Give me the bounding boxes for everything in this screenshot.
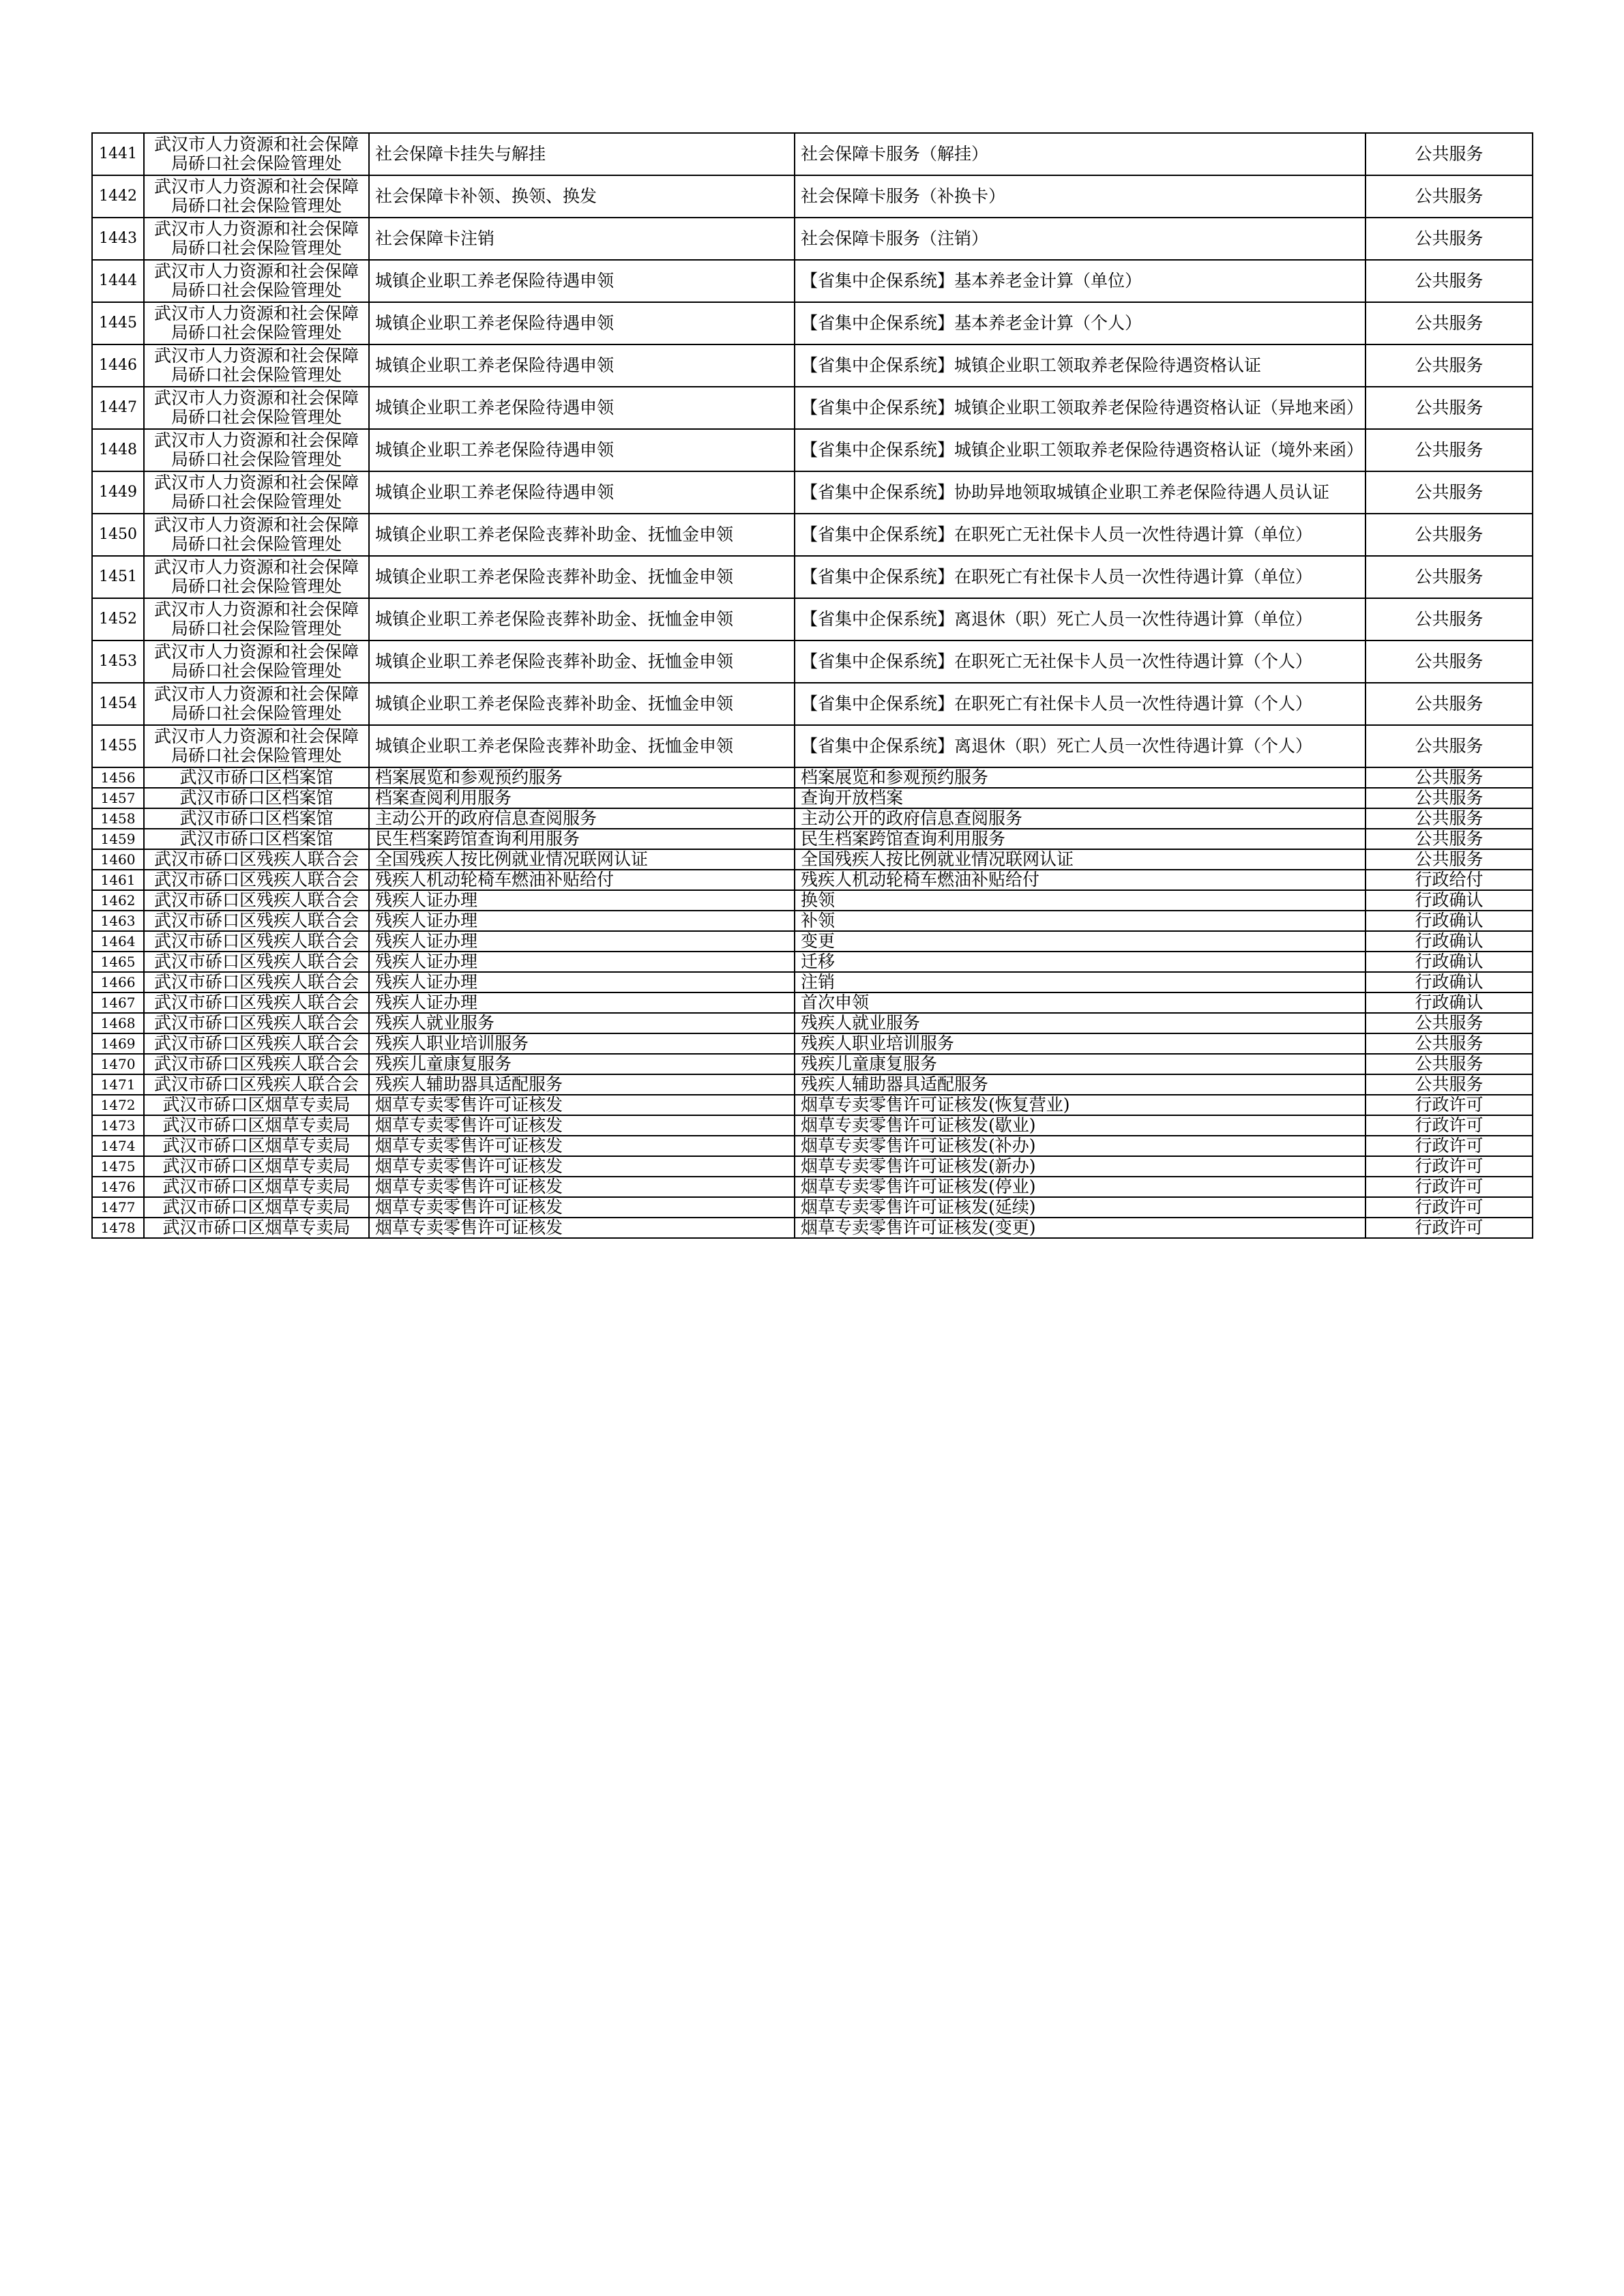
service-item-cell: 残疾人证办理	[369, 911, 795, 931]
sub-item-cell: 社会保障卡服务（解挂）	[795, 133, 1365, 175]
row-number-cell: 1466	[92, 972, 144, 992]
department-cell: 武汉市人力资源和社会保障局硚口社会保险管理处	[144, 471, 369, 514]
table-row	[92, 387, 1533, 429]
table-row	[92, 992, 1533, 1013]
item-type-cell: 公共服务	[1365, 598, 1533, 641]
row-number-cell: 1474	[92, 1136, 144, 1156]
service-item-cell: 社会保障卡注销	[369, 218, 795, 260]
sub-item-cell: 全国残疾人按比例就业情况联网认证	[795, 849, 1365, 870]
item-type-cell: 行政确认	[1365, 952, 1533, 972]
service-item-cell: 城镇企业职工养老保险待遇申领	[369, 387, 795, 429]
service-item-cell: 城镇企业职工养老保险丧葬补助金、抚恤金申领	[369, 598, 795, 641]
sub-item-cell: 档案展览和参观预约服务	[795, 767, 1365, 788]
sub-item-cell: 烟草专卖零售许可证核发(歇业)	[795, 1115, 1365, 1136]
sub-item-cell: 残疾儿童康复服务	[795, 1054, 1365, 1074]
row-number-cell: 1449	[92, 471, 144, 514]
department-cell: 武汉市硚口区烟草专卖局	[144, 1095, 369, 1115]
item-type-cell: 公共服务	[1365, 788, 1533, 808]
sub-item-cell: 残疾人机动轮椅车燃油补贴给付	[795, 870, 1365, 890]
service-item-cell: 城镇企业职工养老保险丧葬补助金、抚恤金申领	[369, 725, 795, 767]
item-type-cell: 公共服务	[1365, 260, 1533, 302]
department-cell: 武汉市人力资源和社会保障局硚口社会保险管理处	[144, 556, 369, 598]
row-number-cell: 1443	[92, 218, 144, 260]
sub-item-cell: 社会保障卡服务（注销）	[795, 218, 1365, 260]
sub-item-cell: 烟草专卖零售许可证核发(变更)	[795, 1218, 1365, 1238]
department-cell: 武汉市人力资源和社会保障局硚口社会保险管理处	[144, 260, 369, 302]
table-row	[92, 344, 1533, 387]
department-cell: 武汉市硚口区残疾人联合会	[144, 1013, 369, 1033]
sub-item-cell: 【省集中企保系统】在职死亡有社保卡人员一次性待遇计算（单位）	[795, 556, 1365, 598]
item-type-cell: 行政确认	[1365, 992, 1533, 1013]
sub-item-cell: 民生档案跨馆查询利用服务	[795, 829, 1365, 849]
row-number-cell: 1458	[92, 808, 144, 829]
row-number-cell: 1469	[92, 1033, 144, 1054]
department-cell: 武汉市人力资源和社会保障局硚口社会保险管理处	[144, 218, 369, 260]
row-number-cell: 1472	[92, 1095, 144, 1115]
table-row	[92, 1156, 1533, 1177]
sub-item-cell: 【省集中企保系统】基本养老金计算（个人）	[795, 302, 1365, 344]
row-number-cell: 1467	[92, 992, 144, 1013]
item-type-cell: 行政许可	[1365, 1156, 1533, 1177]
row-number-cell: 1454	[92, 683, 144, 725]
sub-item-cell: 【省集中企保系统】在职死亡无社保卡人员一次性待遇计算（单位）	[795, 514, 1365, 556]
service-item-cell: 档案查阅利用服务	[369, 788, 795, 808]
item-type-cell: 公共服务	[1365, 849, 1533, 870]
service-item-cell: 城镇企业职工养老保险待遇申领	[369, 471, 795, 514]
table-row	[92, 556, 1533, 598]
sub-item-cell: 烟草专卖零售许可证核发(补办)	[795, 1136, 1365, 1156]
department-cell: 武汉市硚口区烟草专卖局	[144, 1136, 369, 1156]
department-cell: 武汉市人力资源和社会保障局硚口社会保险管理处	[144, 344, 369, 387]
table-row	[92, 1054, 1533, 1074]
row-number-cell: 1473	[92, 1115, 144, 1136]
service-item-cell: 城镇企业职工养老保险待遇申领	[369, 260, 795, 302]
sub-item-cell: 【省集中企保系统】城镇企业职工领取养老保险待遇资格认证（异地来函）	[795, 387, 1365, 429]
sub-item-cell: 【省集中企保系统】基本养老金计算（单位）	[795, 260, 1365, 302]
sub-item-cell: 换领	[795, 890, 1365, 911]
table-row	[92, 849, 1533, 870]
item-type-cell: 行政许可	[1365, 1095, 1533, 1115]
department-cell: 武汉市人力资源和社会保障局硚口社会保险管理处	[144, 133, 369, 175]
row-number-cell: 1462	[92, 890, 144, 911]
item-type-cell: 行政确认	[1365, 911, 1533, 931]
service-item-cell: 烟草专卖零售许可证核发	[369, 1095, 795, 1115]
service-item-cell: 城镇企业职工养老保险丧葬补助金、抚恤金申领	[369, 556, 795, 598]
service-item-cell: 城镇企业职工养老保险待遇申领	[369, 344, 795, 387]
table-row	[92, 1136, 1533, 1156]
row-number-cell: 1444	[92, 260, 144, 302]
row-number-cell: 1468	[92, 1013, 144, 1033]
item-type-cell: 公共服务	[1365, 514, 1533, 556]
department-cell: 武汉市人力资源和社会保障局硚口社会保险管理处	[144, 641, 369, 683]
item-type-cell: 行政确认	[1365, 890, 1533, 911]
department-cell: 武汉市人力资源和社会保障局硚口社会保险管理处	[144, 387, 369, 429]
row-number-cell: 1476	[92, 1177, 144, 1197]
row-number-cell: 1475	[92, 1156, 144, 1177]
service-item-cell: 主动公开的政府信息查阅服务	[369, 808, 795, 829]
sub-item-cell: 【省集中企保系统】协助异地领取城镇企业职工养老保险待遇人员认证	[795, 471, 1365, 514]
item-type-cell: 行政许可	[1365, 1218, 1533, 1238]
row-number-cell: 1446	[92, 344, 144, 387]
service-item-cell: 烟草专卖零售许可证核发	[369, 1115, 795, 1136]
row-number-cell: 1455	[92, 725, 144, 767]
row-number-cell: 1457	[92, 788, 144, 808]
department-cell: 武汉市硚口区烟草专卖局	[144, 1156, 369, 1177]
table-row	[92, 725, 1533, 767]
item-type-cell: 公共服务	[1365, 1033, 1533, 1054]
item-type-cell: 行政给付	[1365, 870, 1533, 890]
service-item-cell: 残疾人职业培训服务	[369, 1033, 795, 1054]
service-item-cell: 烟草专卖零售许可证核发	[369, 1197, 795, 1218]
sub-item-cell: 残疾人职业培训服务	[795, 1033, 1365, 1054]
table-row	[92, 952, 1533, 972]
sub-item-cell: 迁移	[795, 952, 1365, 972]
row-number-cell: 1460	[92, 849, 144, 870]
row-number-cell: 1451	[92, 556, 144, 598]
sub-item-cell: 补领	[795, 911, 1365, 931]
item-type-cell: 公共服务	[1365, 641, 1533, 683]
table-row	[92, 429, 1533, 471]
table-row	[92, 808, 1533, 829]
service-item-cell: 城镇企业职工养老保险待遇申领	[369, 302, 795, 344]
department-cell: 武汉市硚口区残疾人联合会	[144, 992, 369, 1013]
item-type-cell: 公共服务	[1365, 725, 1533, 767]
department-cell: 武汉市人力资源和社会保障局硚口社会保险管理处	[144, 598, 369, 641]
item-type-cell: 公共服务	[1365, 1074, 1533, 1095]
department-cell: 武汉市人力资源和社会保障局硚口社会保险管理处	[144, 683, 369, 725]
item-type-cell: 公共服务	[1365, 471, 1533, 514]
department-cell: 武汉市人力资源和社会保障局硚口社会保险管理处	[144, 514, 369, 556]
service-item-cell: 档案展览和参观预约服务	[369, 767, 795, 788]
row-number-cell: 1461	[92, 870, 144, 890]
service-item-cell: 社会保障卡挂失与解挂	[369, 133, 795, 175]
sub-item-cell: 烟草专卖零售许可证核发(延续)	[795, 1197, 1365, 1218]
row-number-cell: 1459	[92, 829, 144, 849]
table-row	[92, 870, 1533, 890]
service-item-cell: 残疾人证办理	[369, 992, 795, 1013]
item-type-cell: 公共服务	[1365, 1054, 1533, 1074]
item-type-cell: 公共服务	[1365, 829, 1533, 849]
service-item-cell: 残疾人证办理	[369, 972, 795, 992]
sub-item-cell: 社会保障卡服务（补换卡）	[795, 175, 1365, 218]
department-cell: 武汉市硚口区残疾人联合会	[144, 972, 369, 992]
sub-item-cell: 【省集中企保系统】在职死亡有社保卡人员一次性待遇计算（个人）	[795, 683, 1365, 725]
table-row	[92, 260, 1533, 302]
department-cell: 武汉市硚口区档案馆	[144, 788, 369, 808]
sub-item-cell: 首次申领	[795, 992, 1365, 1013]
table-row	[92, 931, 1533, 952]
row-number-cell: 1452	[92, 598, 144, 641]
sub-item-cell: 【省集中企保系统】离退休（职）死亡人员一次性待遇计算（单位）	[795, 598, 1365, 641]
service-item-cell: 残疾人机动轮椅车燃油补贴给付	[369, 870, 795, 890]
row-number-cell: 1464	[92, 931, 144, 952]
row-number-cell: 1445	[92, 302, 144, 344]
service-items-table	[91, 132, 1533, 1239]
item-type-cell: 行政许可	[1365, 1136, 1533, 1156]
service-item-cell: 残疾人辅助器具适配服务	[369, 1074, 795, 1095]
item-type-cell: 公共服务	[1365, 175, 1533, 218]
department-cell: 武汉市硚口区残疾人联合会	[144, 1054, 369, 1074]
table-row	[92, 890, 1533, 911]
department-cell: 武汉市人力资源和社会保障局硚口社会保险管理处	[144, 429, 369, 471]
item-type-cell: 公共服务	[1365, 808, 1533, 829]
row-number-cell: 1447	[92, 387, 144, 429]
department-cell: 武汉市硚口区残疾人联合会	[144, 849, 369, 870]
row-number-cell: 1441	[92, 133, 144, 175]
item-type-cell: 公共服务	[1365, 683, 1533, 725]
row-number-cell: 1450	[92, 514, 144, 556]
row-number-cell: 1453	[92, 641, 144, 683]
row-number-cell: 1442	[92, 175, 144, 218]
sub-item-cell: 【省集中企保系统】城镇企业职工领取养老保险待遇资格认证（境外来函）	[795, 429, 1365, 471]
item-type-cell: 公共服务	[1365, 387, 1533, 429]
table-row	[92, 1013, 1533, 1033]
sub-item-cell: 【省集中企保系统】城镇企业职工领取养老保险待遇资格认证	[795, 344, 1365, 387]
table-row	[92, 302, 1533, 344]
table-row	[92, 1095, 1533, 1115]
service-item-cell: 城镇企业职工养老保险丧葬补助金、抚恤金申领	[369, 514, 795, 556]
service-item-cell: 残疾人证办理	[369, 931, 795, 952]
sub-item-cell: 变更	[795, 931, 1365, 952]
table-row	[92, 1177, 1533, 1197]
sub-item-cell: 残疾人就业服务	[795, 1013, 1365, 1033]
row-number-cell: 1470	[92, 1054, 144, 1074]
service-item-cell: 残疾人就业服务	[369, 1013, 795, 1033]
department-cell: 武汉市硚口区残疾人联合会	[144, 1074, 369, 1095]
service-item-cell: 城镇企业职工养老保险丧葬补助金、抚恤金申领	[369, 683, 795, 725]
service-item-cell: 烟草专卖零售许可证核发	[369, 1177, 795, 1197]
row-number-cell: 1463	[92, 911, 144, 931]
service-item-cell: 残疾儿童康复服务	[369, 1054, 795, 1074]
department-cell: 武汉市硚口区档案馆	[144, 808, 369, 829]
department-cell: 武汉市硚口区残疾人联合会	[144, 890, 369, 911]
service-item-cell: 城镇企业职工养老保险待遇申领	[369, 429, 795, 471]
item-type-cell: 行政许可	[1365, 1197, 1533, 1218]
service-item-cell: 烟草专卖零售许可证核发	[369, 1136, 795, 1156]
row-number-cell: 1456	[92, 767, 144, 788]
department-cell: 武汉市人力资源和社会保障局硚口社会保险管理处	[144, 175, 369, 218]
sub-item-cell: 查询开放档案	[795, 788, 1365, 808]
department-cell: 武汉市硚口区残疾人联合会	[144, 952, 369, 972]
item-type-cell: 公共服务	[1365, 767, 1533, 788]
service-item-cell: 社会保障卡补领、换领、换发	[369, 175, 795, 218]
department-cell: 武汉市硚口区残疾人联合会	[144, 911, 369, 931]
sub-item-cell: 烟草专卖零售许可证核发(恢复营业)	[795, 1095, 1365, 1115]
sub-item-cell: 主动公开的政府信息查阅服务	[795, 808, 1365, 829]
row-number-cell: 1477	[92, 1197, 144, 1218]
sub-item-cell: 烟草专卖零售许可证核发(新办)	[795, 1156, 1365, 1177]
department-cell: 武汉市硚口区残疾人联合会	[144, 931, 369, 952]
table-row	[92, 1218, 1533, 1238]
row-number-cell: 1448	[92, 429, 144, 471]
table-row	[92, 471, 1533, 514]
table-row	[92, 1197, 1533, 1218]
department-cell: 武汉市硚口区残疾人联合会	[144, 1033, 369, 1054]
sub-item-cell: 【省集中企保系统】在职死亡无社保卡人员一次性待遇计算（个人）	[795, 641, 1365, 683]
department-cell: 武汉市硚口区残疾人联合会	[144, 870, 369, 890]
item-type-cell: 公共服务	[1365, 344, 1533, 387]
department-cell: 武汉市硚口区烟草专卖局	[144, 1115, 369, 1136]
table-row	[92, 598, 1533, 641]
row-number-cell: 1471	[92, 1074, 144, 1095]
sub-item-cell: 残疾人辅助器具适配服务	[795, 1074, 1365, 1095]
item-type-cell: 行政许可	[1365, 1177, 1533, 1197]
department-cell: 武汉市硚口区档案馆	[144, 767, 369, 788]
item-type-cell: 行政确认	[1365, 972, 1533, 992]
table-row	[92, 641, 1533, 683]
table-body	[92, 133, 1533, 1238]
department-cell: 武汉市硚口区烟草专卖局	[144, 1218, 369, 1238]
table-row	[92, 829, 1533, 849]
table-row	[92, 683, 1533, 725]
table-row	[92, 175, 1533, 218]
sub-item-cell: 【省集中企保系统】离退休（职）死亡人员一次性待遇计算（个人）	[795, 725, 1365, 767]
service-item-cell: 城镇企业职工养老保险丧葬补助金、抚恤金申领	[369, 641, 795, 683]
department-cell: 武汉市硚口区烟草专卖局	[144, 1177, 369, 1197]
item-type-cell: 行政确认	[1365, 931, 1533, 952]
department-cell: 武汉市硚口区烟草专卖局	[144, 1197, 369, 1218]
service-item-cell: 民生档案跨馆查询利用服务	[369, 829, 795, 849]
service-item-cell: 烟草专卖零售许可证核发	[369, 1218, 795, 1238]
table-row	[92, 972, 1533, 992]
table-row	[92, 1074, 1533, 1095]
table-row	[92, 767, 1533, 788]
table-row	[92, 514, 1533, 556]
department-cell: 武汉市硚口区档案馆	[144, 829, 369, 849]
table-row	[92, 1033, 1533, 1054]
service-item-cell: 烟草专卖零售许可证核发	[369, 1156, 795, 1177]
table-row	[92, 218, 1533, 260]
service-item-cell: 残疾人证办理	[369, 890, 795, 911]
table-row	[92, 788, 1533, 808]
item-type-cell: 公共服务	[1365, 133, 1533, 175]
service-item-cell: 全国残疾人按比例就业情况联网认证	[369, 849, 795, 870]
item-type-cell: 公共服务	[1365, 302, 1533, 344]
item-type-cell: 公共服务	[1365, 218, 1533, 260]
sub-item-cell: 烟草专卖零售许可证核发(停业)	[795, 1177, 1365, 1197]
sub-item-cell: 注销	[795, 972, 1365, 992]
item-type-cell: 公共服务	[1365, 1013, 1533, 1033]
row-number-cell: 1465	[92, 952, 144, 972]
table-row	[92, 1115, 1533, 1136]
row-number-cell: 1478	[92, 1218, 144, 1238]
department-cell: 武汉市人力资源和社会保障局硚口社会保险管理处	[144, 302, 369, 344]
service-item-cell: 残疾人证办理	[369, 952, 795, 972]
table-row	[92, 133, 1533, 175]
table-row	[92, 911, 1533, 931]
department-cell: 武汉市人力资源和社会保障局硚口社会保险管理处	[144, 725, 369, 767]
item-type-cell: 公共服务	[1365, 556, 1533, 598]
item-type-cell: 行政许可	[1365, 1115, 1533, 1136]
item-type-cell: 公共服务	[1365, 429, 1533, 471]
